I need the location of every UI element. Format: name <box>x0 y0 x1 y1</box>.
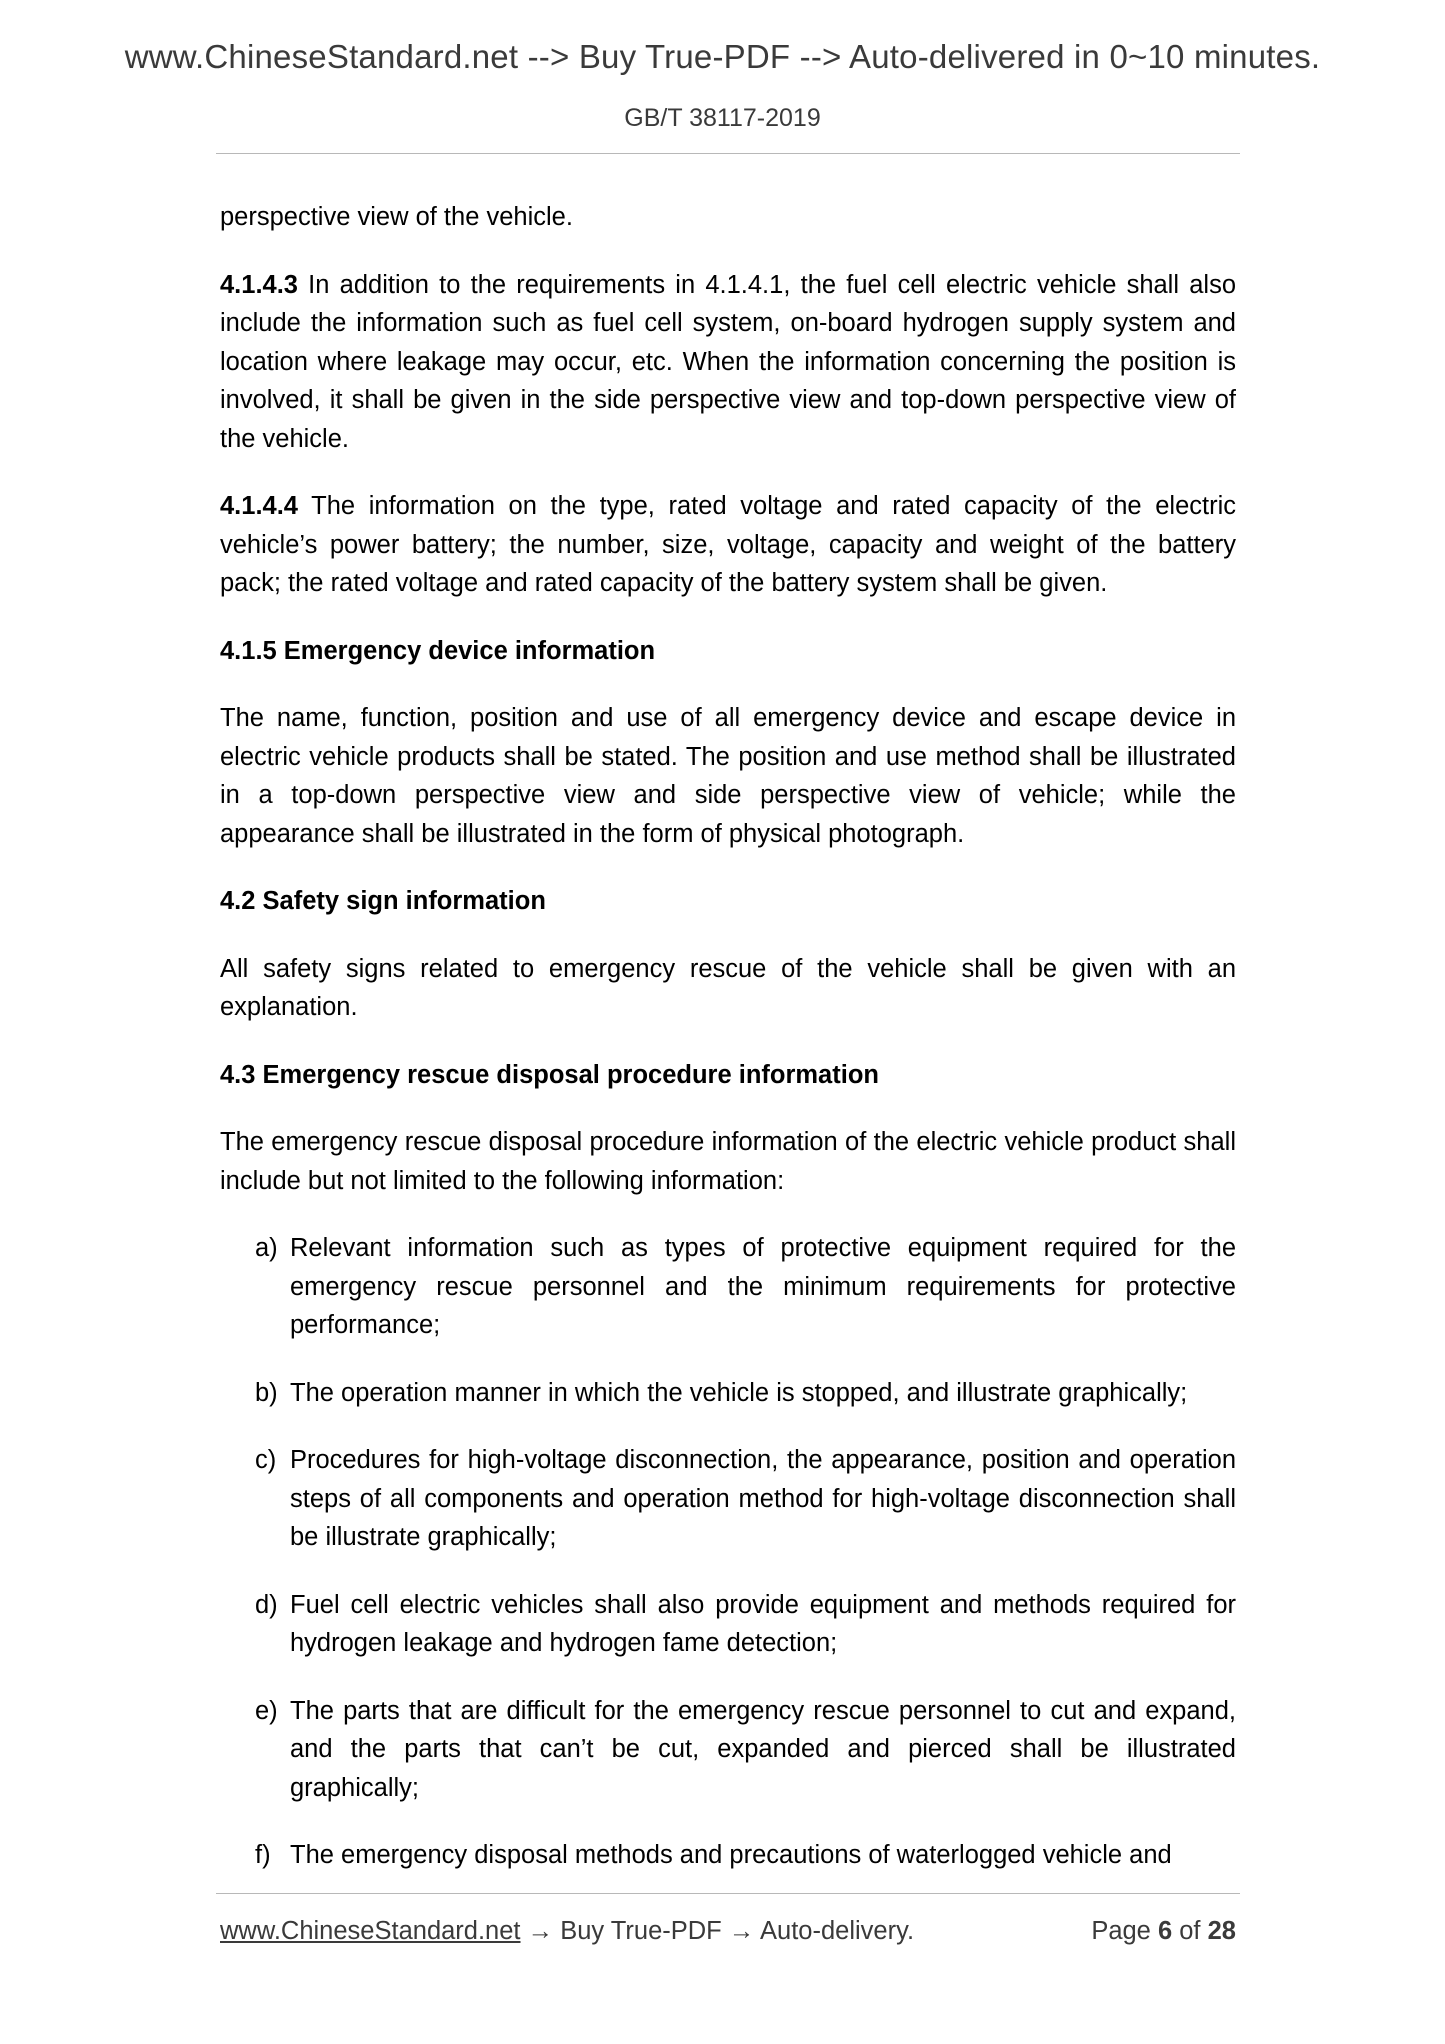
arrow-icon: → <box>527 1917 554 1945</box>
site-link[interactable]: www.ChineseStandard.net <box>220 1917 521 1945</box>
buy-text: Buy True-PDF <box>560 1917 722 1945</box>
of-label: of <box>1179 1917 1201 1945</box>
paragraph-continuation: perspective view of the vehicle. <box>220 203 573 231</box>
paragraph-4-3: The emergency rescue disposal procedure information of the electric vehicle product shall include but not limited to the following information: <box>220 1128 1236 1195</box>
paragraph-4-2: All safety signs related to emergency rescue of the vehicle shall be given with an explanation. <box>220 954 1236 1021</box>
heading-4-3: 4.3 Emergency rescue disposal procedure information <box>220 1060 879 1089</box>
list-item <box>220 1586 1236 1663</box>
list-item-text: The operation manner in which the vehicle is stopped, and illustrate graphically; <box>290 1378 1188 1407</box>
clause-number: 4.1.4.3 <box>220 270 298 299</box>
clause-4-1-4-3 <box>220 266 1236 459</box>
list-item <box>220 1374 1236 1413</box>
list-item <box>220 1692 1236 1808</box>
document-body <box>220 198 1236 1875</box>
heading-4-2: 4.2 Safety sign information <box>220 887 546 915</box>
standard-code: GB/T 38117-2019 <box>624 104 821 132</box>
list-item-label: c) <box>255 1446 277 1474</box>
current-page: 6 <box>1157 1917 1173 1945</box>
footer-links <box>220 1917 914 1946</box>
heading-4-1-5: 4.1.5 Emergency device information <box>220 636 656 665</box>
list-item-text: The parts that are difficult for the emergency rescue personnel to cut and expand, and the parts that can’t be cut, expanded and pierced shall be illustrated graphically; <box>290 1696 1236 1802</box>
clause-4-1-4-4 <box>220 487 1236 603</box>
list-item-text: Procedures for high-voltage disconnection, the appearance, position and operation steps of all components and operation method for high-voltage disconnection shall be illustrate graphically; <box>290 1446 1236 1551</box>
footer-divider <box>216 1893 1240 1894</box>
list-item-label: d) <box>255 1590 278 1619</box>
list-item-label: f) <box>255 1841 271 1869</box>
clause-text: The information on the type, rated voltage and rated capacity of the electric vehicle’s power battery; the number, size, voltage, capacity and weight of the battery pack; the rated voltage and rated capacity of the battery system shall be given. <box>220 492 1236 597</box>
list-item <box>220 1229 1236 1345</box>
list-item-label: a) <box>255 1234 278 1262</box>
list-item-label: e) <box>255 1696 278 1725</box>
clause-number: 4.1.4.4 <box>220 492 298 520</box>
paragraph-4-1-5: The name, function, position and use of all emergency device and escape device in electric vehicle products shall be stated. The position and use method shall be illustrated in a top-down perspective view and side perspective view of vehicle; while the appearance shall be illustrated in the form of physical photograph. <box>220 704 1236 848</box>
top-banner: www.ChineseStandard.net --> Buy True-PDF --> Auto-delivered in 0~10 minutes. <box>124 38 1321 75</box>
list-item-text: Relevant information such as types of protective equipment required for the emergency rescue personnel and the minimum requirements for protective performance; <box>290 1234 1236 1339</box>
list-item <box>220 1836 1236 1875</box>
arrow-icon: → <box>728 1917 755 1945</box>
list-item-text: Fuel cell electric vehicles shall also provide equipment and methods required for hydrogen leakage and hydrogen fame detection; <box>290 1590 1236 1657</box>
page-label: Page <box>1091 1917 1151 1945</box>
total-pages: 28 <box>1207 1917 1236 1945</box>
delivery-text: Auto-delivery. <box>760 1917 915 1945</box>
clause-text: In addition to the requirements in 4.1.4.1, the fuel cell electric vehicle shall also include the information such as fuel cell system, on-board hydrogen supply system and location where leakage may occur, etc. When the information concerning the position is involved, it shall be given in the side perspective view and top-down perspective view of the vehicle. <box>220 270 1236 453</box>
header-divider <box>216 153 1240 154</box>
list-item <box>220 1441 1236 1557</box>
list-item-text: The emergency disposal methods and precautions of waterlogged vehicle and <box>290 1841 1172 1869</box>
list-item-label: b) <box>255 1378 278 1407</box>
page-number <box>1091 1917 1236 1946</box>
